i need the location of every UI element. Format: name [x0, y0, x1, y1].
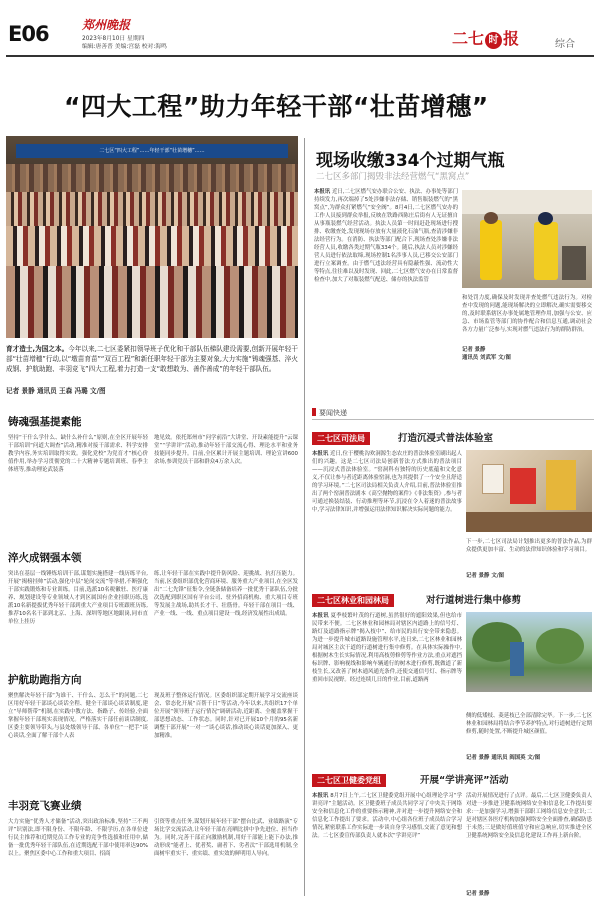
lead-s4-col1: 大力实施“优秀人才储备”活动,突出政治标准,坚持“三不两评”识别法,即不限身份、不限年龄、不限学历,在各单位进行民主推荐和近期党员工作专业的竞争性选拔和任用中,储备一批优秀年轻干部队伍,在近期选配干部中使用率达90%以上。聚焦区委中心工作和重大项目、招商 — [8, 819, 148, 857]
gas-body-2: 和处罚力度,确保及时发现并查处燃气违法行为。对检查中发现的问题,能现场解决的立即解决,确实需要移交的,及时联系辖区办事处属地管理作用,加强与公安、应急、市场监管等部门的协作配合和信息互通,调动社会各方力量广泛参与,实现对燃气违法行为的群防群治。 — [462, 295, 592, 333]
header-date: 2023年8月10日 星期四 — [82, 36, 145, 42]
lead-subhead-3: 护航助跑指方向 — [8, 674, 82, 686]
b3-body-2: 活动开展情况进行了点评。最后,二七区卫健委负责人对进一步推进卫健系统网络安全和信息化工作提出要求:一是加强学习,增强干部职工网络信息安全意识;二是对辖区各医疗机构加强网络安全全面排查,确保防患于未然;三是做好值班值守和应急响应,切实推进全区卫健系统网络安全及信息化建设工作再上新台阶。 — [466, 793, 592, 839]
lead-byline: 记者 景静 通讯员 王森 冯璐 文/图 — [6, 387, 106, 395]
b3-tag: 二七区卫健委党组 — [312, 774, 386, 787]
lead-photo — [6, 136, 298, 338]
column-divider — [304, 138, 305, 896]
lead-intro-text: 今年以来,二七区委紧扣领导班子优化和干部队伍梯队建设需要,创新开展年轻干部“壮苗增穗”行动,以“墩苗育苗”“双百工程”和新任职年轻干部为主要对象,大力实施“铸魂强基、淬火成钢、护航助跑、丰羽竞飞”四大工程,着力打造一支“敢想敢为、善作善成”的年轻干部队伍。 — [6, 345, 298, 373]
b2-byline: 记者 景静 通讯员 阎国英 文/图 — [466, 755, 541, 761]
lead-s2-col1: 突出在基层一线锤炼培训干部,谋划实施搭建一线历练平台,开展“揭榜挂帅”活动,强化中层“轮岗交流”等举措,不断强化干部实践锻炼和专业训练。目前,选派10名税徽驻、医疗康养、规划建设等专业领域人才到区属国有企业挂职历练,选派10名新提拔优秀年轻干部到重大产业项目专班跟班历练,推荐10名名干部到北京、上海、深圳等地区地跟岗,同市直单位上挂历 — [8, 571, 148, 625]
b2-lead-label: 本报讯 — [312, 613, 329, 619]
b1-byline: 记者 景静 文/图 — [466, 573, 505, 579]
gas-byline-2: 通讯员 刘武军 文/图 — [462, 355, 511, 361]
lead-subhead-4: 丰羽竞飞赛业绩 — [8, 800, 82, 812]
lead-s1-col1: 坚持“干什么学什么、缺什么补什么”原则,在全区开展年轻干部培训“问道大调查”活动,精准对接干部需求、科学安排教学内容,务实培训取得实效。强化党校“为党育才”核心价值作用,举办学习贯彻党的二十大精神专题培训班、春季主体班等,推动理论武装落 — [8, 435, 148, 473]
brand-suffix: 报 — [503, 29, 520, 48]
b3-text: 8月7日上午,二七区卫健委党组开展中心组理论学习“学讲亮评”主题活动。区卫健委班子成员共同学习了中央关于网络安全和信息化工作的重要指示精神,并对进一步提升网络安全和信息化工作提出了要求。活动中,中心组各位班子成员结合学习情况,紧密联系工作实际进一步谈自身学习感悟,交流了意见和想法。二七区委宣传部负责人就本次“学讲亮评” — [312, 793, 462, 839]
lead-intro-label: 育才造士,为国之本。 — [6, 345, 69, 353]
b3-title: 开展“学讲亮评”活动 — [420, 775, 509, 786]
b2-body — [312, 612, 462, 768]
lead-s3-col2: 现及班子整体运行情况。区委组织部定期开展学习交流座谈会、常态化开展“百帮千日”等活动,今年以来,共组织17个单位开展“领导班子运行情况”调研活动,近距离、全覆盖掌握干部思想动态、工作状态。同时,针对已开展10个月的95名新调整干部开展“一对一”谈心谈话,推动谈心谈话更加深入、更加精准。 — [154, 693, 298, 739]
masthead-logo: 郑州晚报 — [82, 18, 131, 32]
page-number: E06 — [8, 22, 49, 46]
lead-s3-col1: 聚焦解决年轻干部“为谁干、干什么、怎么干”的问题,二七区用好年轻干部谈心谈话全程、健全干部谈心谈话制度,建立“导师帮带”机制,在实践中教方法、指路子、传经验,全面掌握年轻干部现实表现情况。严格落实干部任前谈话制度,区委主要领导带头,与县处级领导干部、各单位“一把手”谈心谈话,全面了解干部个人表 — [8, 693, 148, 739]
lead-subhead-1: 铸魂强基提素能 — [8, 416, 82, 428]
b2-body-2: 侧的低矮枝、菱延枝已全部清除完毕。下一步,二七区林业和园林局将结合季节养护特点,对行道树进行定期修剪,随时处置,不断提升城区颜值。 — [466, 713, 592, 735]
header-rule — [6, 55, 594, 57]
lead-s4-col2: 引资等重点任务,谋划开展年轻干部“摆台比武、业绩路演”专场比学交流活动,让年轻干部在亮晒比拼中争先进位、担当作为。同时,完善干部正向激励机制,用好干部能上能下办法,推动形成“能者上、优者奖、庸者下、劣者汰”干部选用机制,全面树牢重实干、重实绩、重实效的鲜明用人导向。 — [154, 819, 298, 857]
header-editors: 编辑:唐善普 美编:宫磊 校对:海鸣 — [82, 44, 167, 50]
news-section-rule — [312, 419, 594, 420]
b2-text: 夏季枝繁叶茂的行道树,虽然很好的遮阳效果,但也给市民带来不便。二七区林业和园林局对辖区内道路上的信号灯、路灯及道路指示牌“揭入枝中”、给市民的出行安全带来隐患。为进一步提升城市道路设施管理水平,连日来,二七区林业和园林局对城区主次干道的行道树进行集中修剪。在具体实际操作中,根据树木生长实际情况,利用高枝剪修剪等作业方法,重点对遮挡标识牌、影响视线和影响车辆通行的树木进行修剪,既做道了新枝生长,又改善了树木通风通光条件,还使交通信号灯、指示牌等重回市民视野。经过连续几日的作业,目前,道路两 — [312, 613, 462, 683]
b2-tag: 二七区林业和园林局 — [312, 594, 394, 607]
b2-photo — [466, 612, 592, 692]
gas-subhead: 二七区多部门揭毁非法经营燃气“黑窝点” — [316, 172, 470, 182]
brand-prefix: 二七 — [452, 29, 485, 48]
b3-byline: 记者 景静 — [466, 891, 490, 897]
brand-badge: 时 — [485, 32, 502, 49]
b1-title: 打造沉浸式普法体验室 — [398, 433, 494, 444]
news-section-label — [312, 408, 347, 418]
b1-text: 近日,位于樱桃沟欢洞源生态农庄的普法体验室刷出起人们的兴趣。这是二七区司法局创新普法方式推出的普法项目——沉浸式普法体验室。“窑洞科有独特的历史底蕴和文化意义,不仅让参与者近距离体验窑洞,也为其提供了一个安全且舒适的学习环境。”二七区司法局相关负责人介绍,目前,普法体验室推出了两个窑洞普法剧本《高空抛物的案件》《非法集资》,参与者可通过换装结装、行动推理等环节,沉浸在令人着迷的普法故事中,学习法律知识,并增强运用法律知识解决实际问题的能力。 — [312, 451, 462, 513]
lead-intro — [6, 344, 298, 386]
gas-photo — [462, 190, 592, 288]
gas-headline: 现场收缴334个过期气瓶 — [316, 151, 505, 171]
b2-title: 对行道树进行集中修剪 — [426, 595, 522, 606]
section-category: 综合 — [555, 39, 575, 50]
section-brand — [452, 30, 519, 49]
gas-byline-1: 记者 景静 — [462, 347, 486, 353]
b1-tag: 二七区司法局 — [312, 432, 370, 445]
news-section-text: 要闻快递 — [319, 409, 347, 417]
b3-body — [312, 792, 462, 896]
b1-body — [312, 450, 462, 564]
news-section-marker — [312, 408, 316, 416]
lead-subhead-2: 淬火成钢强本领 — [8, 552, 82, 564]
gas-body — [314, 188, 458, 380]
lead-headline: “四大工程”助力年轻干部“壮苗增穗” — [64, 92, 489, 121]
stage-banner: 二七区“四大工程”……年轻干部“壮苗增穗”…… — [16, 144, 288, 158]
b1-lead-label: 本报讯 — [312, 451, 329, 457]
lead-s1-col2: 地见效。依托郑州市“问学前沿”大讲堂、开设素能提升“云课堂”“学讲评”活动,推动年轻干部交流心得、理论水平和业务技能同步提升。目前,全区累计开展主题培训、理论宣讲600余场,参训党员干部和群众4万余人次。 — [154, 435, 298, 465]
b1-photo — [466, 450, 592, 532]
b1-body-2: 下一步,二七区司法局计划推出更多的普法作品,为群众提供更加丰富、生动的法律知识体验和学习项目。 — [466, 539, 592, 553]
gas-lead-label: 本报讯 — [314, 189, 331, 195]
lead-s2-col2: 练,让年轻干部在实践中提升防风险、迎挑战、抗打压能力。当前,区委组织部优化营商环境、服务重大产业项目,在全区发出“二七先锋”征集令,全链条储备培养一批优秀干部队伍,分批次选配到职区国有平台公司、驻外招商机构、重大项目专班等发展主战场,助其长才干、壮筋骨。年轻干部在项目一线、产业一线、一线、重点项目建设一线,经济发展性出成绩。 — [154, 571, 298, 617]
b3-lead-label: 本报讯 — [312, 793, 329, 799]
gas-text: 近日,二七区燃气安办联合公安、执法、办事处等部门持续发力,再次端掉了5处涉嫌非法存储、销售瓶装燃气的“黑窝点”,为群众打紧燃气“安全阀”。8月4日,二七区燃气安办的工作人员接到群众举报,反映在铁路西陈庄后街有人无证擅自从事瓶装燃气经营活动。执法人员第一时间赶赴现场进行搜排、收缴查处,发现现场存放有大量液化石油气瓶,查清涉嫌非法经营行为。在消防、执法等部门配合下,现场查处涉嫌非法经营人员,收缴各类过期气瓶334个。随后,执法人员对涉嫌经营人员进行依法取缔,现场控制1名涉事人员,已移交公安部门进行立案调查。由于燃气违法经营具有隐蔽性强、流动性大等特点,往往难以及时发现、回此,二七区燃气安办在日常监督检查中,加大了对瓶装燃气配送、储存的执法监管 — [314, 189, 458, 283]
